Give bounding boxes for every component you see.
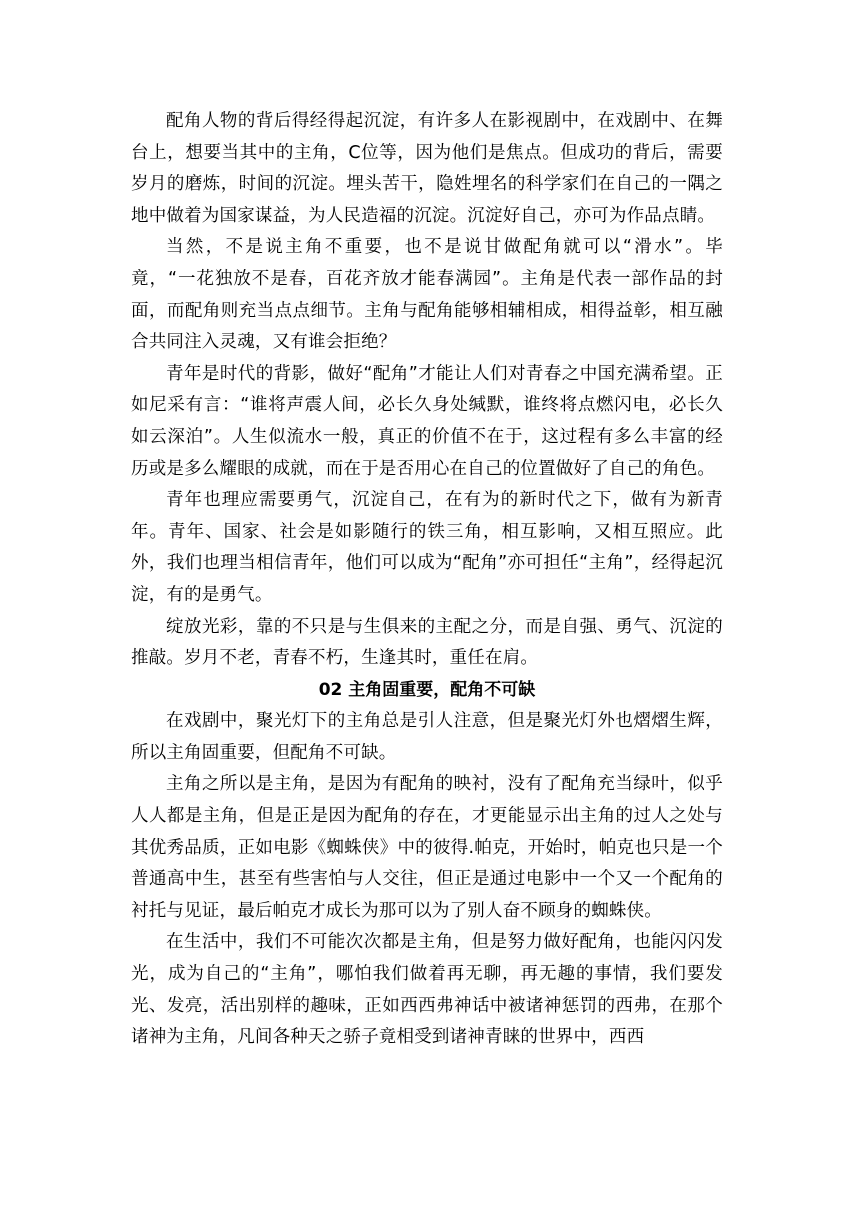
body-paragraph: 青年也理应需要勇气，沉淀自己，在有为的新时代之下，做有为新青年。青年、国家、社会是如影随行的铁三角，相互影响，又相互照应。此外，我们也理当相信青年，他们可以成为“配角”亦可担任“主角”，经得起沉淀，有的是勇气。	[131, 490, 723, 605]
body-paragraph: 在生活中，我们不可能次次都是主角，但是努力做好配角，也能闪闪发光，成为自己的“主角”，哪怕我们做着再无聊，再无趣的事情，我们要发光、发亮，活出别样的趣味，正如西西弗神话中被诸神惩罚的西弗，在那个诸神为主角，凡间各种天之骄子竟相受到诸神青睐的世界中，西西	[131, 932, 723, 1048]
document-page	[131, 106, 723, 1054]
body-paragraph: 主角之所以是主角，是因为有配角的映衬，没有了配角充当绿叶，似乎人人都是主角，但是正是因为配角的存在，才更能显示出主角的过人之处与其优秀品质，正如电影《蜘蛛侠》中的彼得.帕克，开始时，帕克也只是一个普通高中生，甚至有些害怕与人交往，但正是通过电影中一个又一个配角的衬托与见证，最后帕克才成长为那可以为了别人奋不顾身的蜘蛛侠。	[131, 774, 723, 921]
section-heading: 02 主角固重要，配角不可缺	[318, 679, 536, 700]
body-paragraph: 青年是时代的背影，做好“配角”才能让人们对青春之中国充满希望。正如尼采有言：“谁将声震人间，必长久身处缄默，谁终将点燃闪电，必长久如云深泊”。人生似流水一般，真正的价值不在于，这过程有多么丰富的经历或是多么耀眼的成就，而在于是否用心在自己的位置做好了自己的角色。	[131, 363, 723, 479]
body-paragraph: 配角人物的背后得经得起沉淀，有许多人在影视剧中，在戏剧中、在舞台上，想要当其中的主角，C位等，因为他们是焦点。但成功的背后，需要岁月的磨炼，时间的沉淀。埋头苦干，隐姓埋名的科学家们在自己的一隅之地中做着为国家谋益，为人民造福的沉淀。沉淀好自己，亦可为作品点睛。	[131, 111, 723, 226]
body-paragraph: 在戏剧中，聚光灯下的主角总是引人注意，但是聚光灯外也熠熠生辉，所以主角固重要，但配角不可缺。	[131, 711, 723, 763]
body-paragraph: 绽放光彩，靠的不只是与生俱来的主配之分，而是自强、勇气、沉淀的推敲。岁月不老，青春不朽，生逢其时，重任在肩。	[131, 616, 723, 669]
body-paragraph: 当然，不是说主角不重要，也不是说甘做配角就可以“滑水”。毕竟，“一花独放不是春，百花齐放才能春满园”。主角是代表一部作品的封面，而配角则充当点点细节。主角与配角能够相辅相成，相得益彰，相互融合共同注入灵魂，又有谁会拒绝？	[131, 237, 723, 353]
